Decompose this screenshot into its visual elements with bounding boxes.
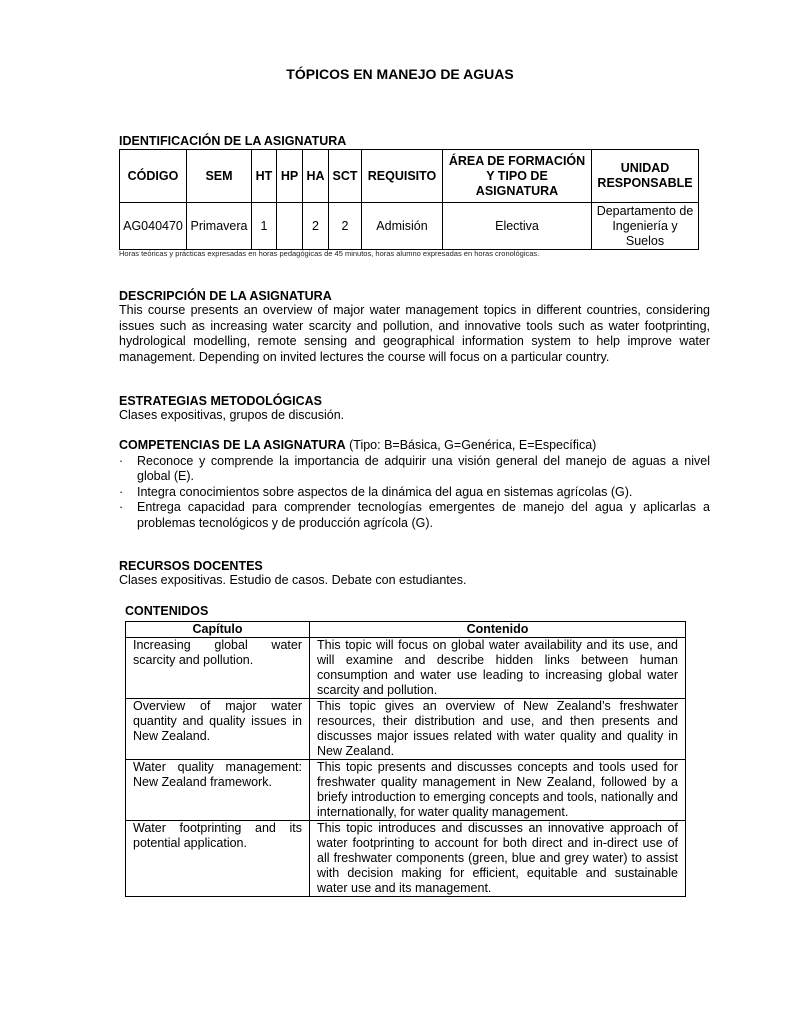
contenido-cell: This topic gives an overview of New Zealand’s freshwater resources, their distribution and use, and then presents and discusses major issues related with water quality and quality in New Zealand. [310,699,686,760]
list-item-text: Entrega capacidad para comprender tecnologías emergentes de manejo del agua y aplicarlas a problemas tecnológicos y de producción agrícola (G). [137,500,710,530]
header-cell: HP [277,150,303,203]
competencias-section [119,438,710,531]
value-cell: AG040470 [120,203,187,250]
contenidos-header-row [126,622,686,638]
header-cell: HT [252,150,277,203]
bullet-icon: · [119,453,124,468]
competencias-heading: COMPETENCIAS DE LA ASIGNATURA [119,438,346,452]
descripcion-heading: DESCRIPCIÓN DE LA ASIGNATURA [119,289,332,303]
list-item [119,485,710,501]
table-row [126,638,686,699]
contenidos-heading: CONTENIDOS [125,604,209,618]
value-cell: 2 [303,203,329,250]
value-cell [277,203,303,250]
value-cell: Admisión [362,203,443,250]
list-item [119,500,710,531]
bullet-icon: · [119,484,124,499]
header-cell: ÁREA DE FORMACIÓN Y TIPO DE ASIGNATURA [443,150,592,203]
value-cell: Electiva [443,203,592,250]
identificacion-value-row [120,203,699,250]
header-cell: Capítulo [126,622,310,638]
list-item-text: Integra conocimientos sobre aspectos de la dinámica del agua en sistemas agrícolas (G). [137,484,633,499]
contenidos-table [125,621,686,897]
value-cell: 1 [252,203,277,250]
header-cell: CÓDIGO [120,150,187,203]
identificacion-heading: IDENTIFICACIÓN DE LA ASIGNATURA [119,134,347,148]
estrategias-text: Clases expositivas, grupos de discusión. [119,408,345,422]
list-item [119,454,710,485]
header-cell: SCT [329,150,362,203]
value-cell: 2 [329,203,362,250]
identificacion-table [119,149,699,250]
header-cell: HA [303,150,329,203]
recursos-heading: RECURSOS DOCENTES [119,559,263,573]
value-cell: Departamento de Ingeniería y Suelos [592,203,699,250]
header-cell: Contenido [310,622,686,638]
recursos-section [119,559,710,589]
competencias-list [119,454,710,532]
descripcion-text: This course presents an overview of major water management topics in different countries, considering issues such as increasing water scarcity and pollution, and innovative tools such as water footprinting, hydrological modelling, remote sensing and geographical information system to help improve water management. Depending on invited lectures the course will focus on a particular country. [119,303,710,364]
contenido-cell: This topic will focus on global water availability and its use, and will examine and describe hidden links between human consumption and water use leading to increasing global water scarcity and pollution. [310,638,686,699]
estrategias-section [119,394,710,424]
hours-note: Horas teóricas y prácticas expresadas en horas pedagógicas de 45 minutos, horas alumno expresadas en horas cronológicas. [119,249,540,258]
capitulo-cell: Water footprinting and its potential application. [126,821,310,897]
header-cell: SEM [187,150,252,203]
header-cell: REQUISITO [362,150,443,203]
recursos-text: Clases expositivas. Estudio de casos. Debate con estudiantes. [119,573,467,587]
capitulo-cell: Water quality management: New Zealand framework. [126,760,310,821]
estrategias-heading: ESTRATEGIAS METODOLÓGICAS [119,394,323,408]
competencias-heading-line [119,438,710,454]
identificacion-header-row [120,150,699,203]
descripcion-section [119,289,710,365]
competencias-subtitle: (Tipo: B=Básica, G=Genérica, E=Específica) [349,438,597,452]
bullet-icon: · [119,500,124,514]
table-row [126,699,686,760]
contenido-cell: This topic introduces and discusses an innovative approach of water footprinting to account for both direct and in-direct use of all freshwater components (green, blue and grey water) to assist with decision making for efficient, equitable and sustainable water use and its management. [310,821,686,897]
table-row [126,760,686,821]
page-title: TÓPICOS EN MANEJO DE AGUAS [286,66,514,82]
capitulo-cell: Increasing global water scarcity and pollution. [126,638,310,699]
value-cell: Primavera [187,203,252,250]
capitulo-cell: Overview of major water quantity and quality issues in New Zealand. [126,699,310,760]
list-item-text: Reconoce y comprende la importancia de adquirir una visión general del manejo de aguas a nivel global (E). [137,453,710,483]
header-cell: UNIDAD RESPONSABLE [592,150,699,203]
table-row [126,821,686,897]
contenido-cell: This topic presents and discusses concepts and tools used for freshwater quality management in New Zealand, followed by a briefy introduction to emerging concepts and tools, nationally and internationally, for water quality management. [310,760,686,821]
